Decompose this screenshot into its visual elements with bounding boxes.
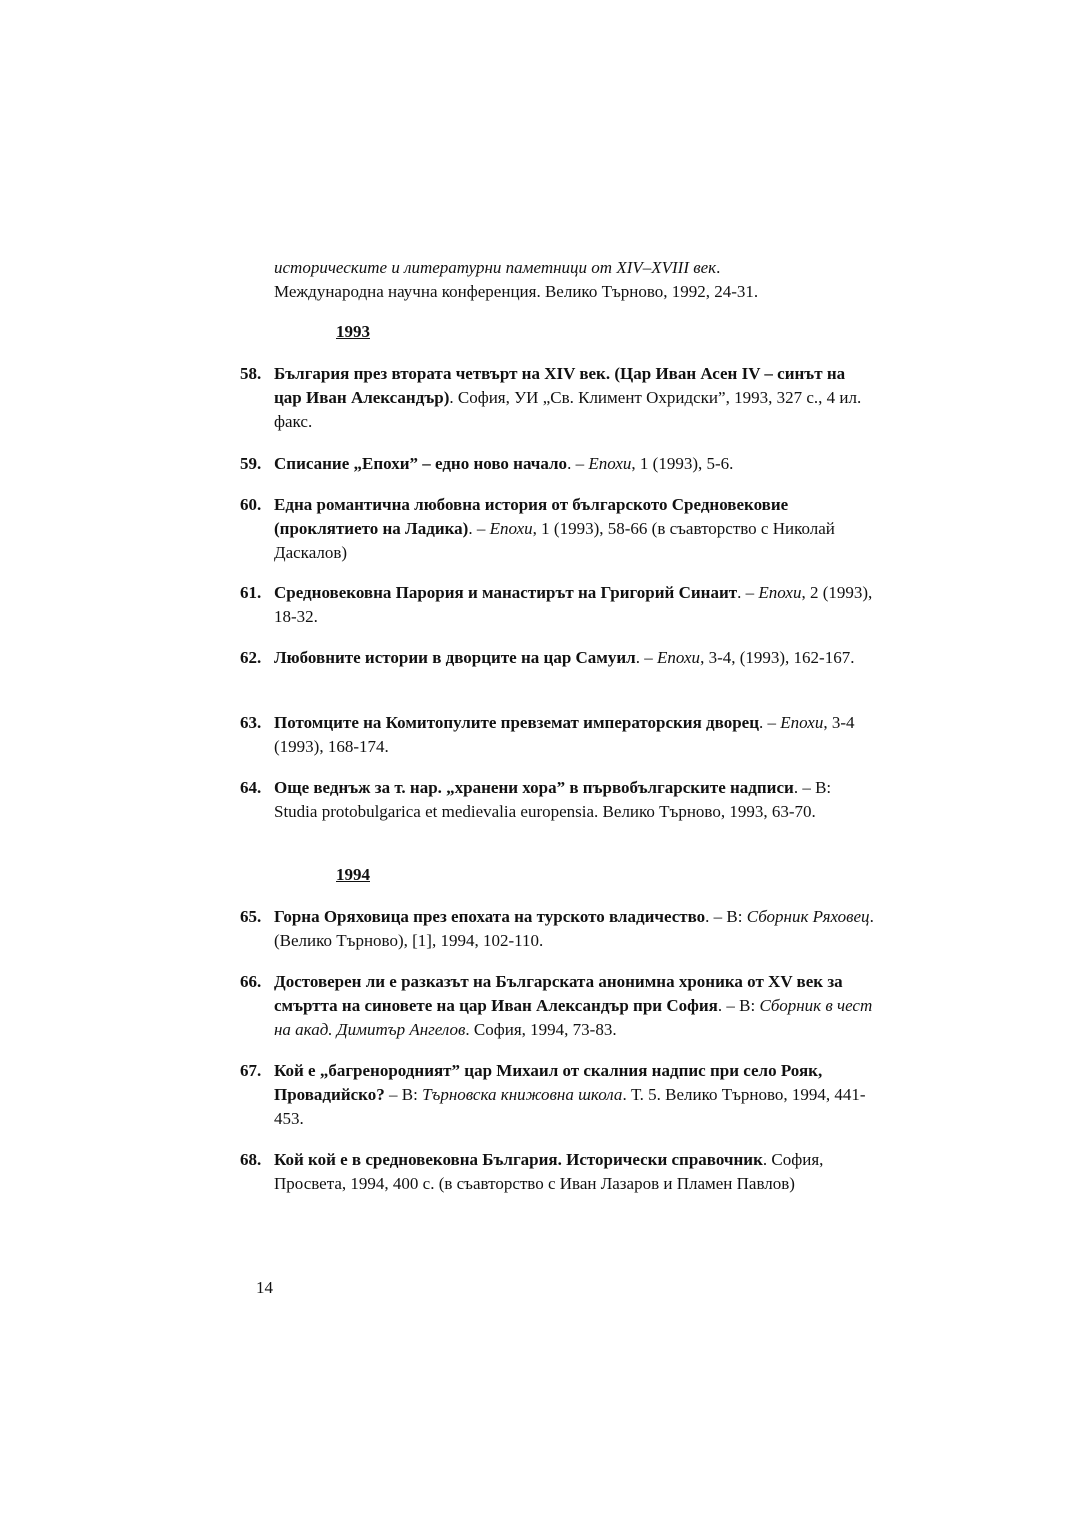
entry-title: Кой е „багренородният” цар Михаил от скалния надпис при село Рояк, Провадийско?: [274, 1061, 823, 1104]
entry-details: . София, УИ „Св. Климент Охридски”, 1993, 327 с., 4 ил. факс.: [274, 388, 862, 431]
entry-number: 68.: [240, 1150, 262, 1169]
entry-source: Епохи: [489, 519, 533, 538]
entry-source: Епохи: [656, 648, 701, 667]
entry-title: Кой кой е в средновековна България. Исторически справочник: [274, 1150, 763, 1169]
entry-title: Списание „Епохи” – едно ново начало: [274, 454, 568, 473]
entry-details: . –: [468, 519, 490, 538]
entry-details: , 2 (1993), 18-32.: [274, 583, 873, 626]
entry-number: 59.: [240, 454, 262, 473]
entry-title: Една романтична любовна история от българското Средновековие (проклятието на Ладика): [274, 495, 789, 538]
entry-source: Търновска книжовна школа: [422, 1085, 623, 1104]
entry-details: . –: [737, 583, 759, 602]
continuation-text: [274, 256, 874, 304]
entry-details: , 3-4, (1993), 162-167.: [700, 648, 855, 667]
entry-details: . (Велико Търново), [1], 1994, 102-110.: [274, 907, 874, 950]
entry-title: Средновековна Парория и манастирът на Григорий Синаит: [274, 583, 738, 602]
continuation-line2: Международна научна конференция. Велико Търново, 1992, 24-31.: [274, 282, 759, 301]
entry-title: Потомците на Комитопулите превземат императорския дворец: [274, 713, 759, 732]
entry-details: . – В:: [717, 996, 760, 1015]
continuation-italic: историческите и литературни паметници от XIV–XVIII век: [274, 258, 717, 277]
entry-title: България през втората четвърт на XIV век. (Цар Иван Асен IV – синът на цар Иван Александър): [274, 364, 846, 407]
page-number: 14: [256, 1278, 273, 1297]
entry-source: Сборник в чест на акад. Димитър Ангелов: [274, 996, 873, 1039]
entry-details: . София, 1994, 73-83.: [465, 1020, 617, 1039]
entry-number: 65.: [240, 907, 262, 926]
year-heading-1993: 1993: [336, 322, 370, 341]
entry-title: Още веднъж за т. нар. „хранени хора” в първобългарските надписи: [274, 778, 794, 797]
entry-title: Горна Оряховица през епохата на турското владичество: [274, 907, 706, 926]
entry-source: Епохи: [780, 713, 824, 732]
entry-details: , 1 (1993), 58-66 (в съавторство с Николай Даскалов): [274, 519, 835, 562]
entry-details: . –: [567, 454, 589, 473]
entry-details: . – В:: [705, 907, 747, 926]
entry-details: . – В: Studia protobulgarica et medievalia europensia. Велико Търново, 1993, 63-70.: [274, 778, 832, 821]
entry-source: Сборник Ряховец: [746, 907, 870, 926]
entry-number: 67.: [240, 1061, 262, 1080]
entry-source: Епохи: [758, 583, 802, 602]
entry-details: . София, Просвета, 1994, 400 с. (в съавторство с Иван Лазаров и Пламен Павлов): [274, 1150, 824, 1193]
entry-details: . Т. 5. Велико Търново, 1994, 441-453.: [274, 1085, 866, 1128]
entry-number: 62.: [240, 648, 262, 667]
entry-number: 61.: [240, 583, 262, 602]
entry-number: 63.: [240, 713, 262, 732]
entry-details: . –: [635, 648, 657, 667]
entry-number: 64.: [240, 778, 262, 797]
entry-title: Любовните истории в дворците на цар Самуил: [274, 648, 636, 667]
entry-details: – В:: [384, 1085, 423, 1104]
entry-number: 66.: [240, 972, 262, 991]
entry-number: 58.: [240, 364, 262, 383]
entry-details: , 3-4 (1993), 168-174.: [274, 713, 855, 756]
entry-source: Епохи: [588, 454, 632, 473]
entry-details: . –: [759, 713, 781, 732]
year-heading-1994: 1994: [336, 865, 370, 884]
entry-number: 60.: [240, 495, 262, 514]
entry-details: , 1 (1993), 5-6.: [631, 454, 734, 473]
continuation-rest: .: [716, 258, 721, 277]
entry-title: Достоверен ли е разказът на Българската анонимна хроника от XV век за смъртта на синовете на цар Иван Александър при София: [274, 972, 843, 1015]
